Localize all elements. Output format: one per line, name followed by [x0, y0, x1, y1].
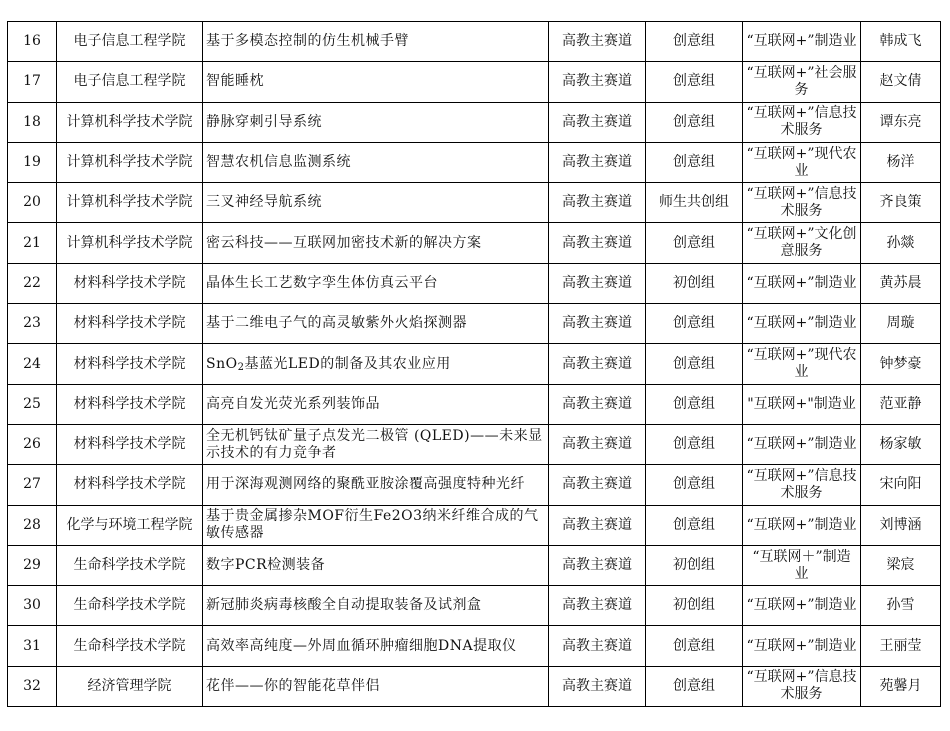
track-cell: 高教主赛道 — [549, 505, 646, 545]
leader-cell: 杨家敏 — [861, 424, 941, 464]
row-number: 20 — [8, 183, 57, 223]
project-name-cell: 晶体生长工艺数字孪生体仿真云平台 — [203, 263, 549, 303]
category-cell: “互联网+”制造业 — [743, 626, 861, 666]
leader-cell: 黄苏晨 — [861, 263, 941, 303]
project-name-cell: 基于二维电子气的高灵敏紫外火焰探测器 — [203, 304, 549, 344]
college-cell: 电子信息工程学院 — [57, 62, 203, 102]
category-cell: “互联网+”信息技术服务 — [743, 666, 861, 706]
track-cell: 高教主赛道 — [549, 344, 646, 384]
category-cell: “互联网+”制造业 — [743, 586, 861, 626]
table-row — [8, 424, 941, 464]
group-cell: 初创组 — [646, 545, 743, 585]
leader-cell: 梁宸 — [861, 545, 941, 585]
college-cell: 材料科学技术学院 — [57, 465, 203, 505]
project-name-cell — [203, 344, 549, 384]
group-cell: 创意组 — [646, 666, 743, 706]
leader-cell: 孙燚 — [861, 223, 941, 263]
table-row — [8, 666, 941, 706]
leader-cell: 周璇 — [861, 304, 941, 344]
group-cell: 创意组 — [646, 62, 743, 102]
table-row — [8, 304, 941, 344]
table-row — [8, 465, 941, 505]
group-cell: 创意组 — [646, 384, 743, 424]
project-name-cell: 基于贵金属掺杂MOF衍生Fe2O3纳米纤维合成的气敏传感器 — [203, 505, 549, 545]
category-cell: “互联网＋”制造业 — [743, 545, 861, 585]
college-cell: 生命科学技术学院 — [57, 626, 203, 666]
row-number: 21 — [8, 223, 57, 263]
row-number: 24 — [8, 344, 57, 384]
category-cell: “互联网+”社会服务 — [743, 62, 861, 102]
college-cell: 计算机科学技术学院 — [57, 102, 203, 142]
college-cell: 材料科学技术学院 — [57, 424, 203, 464]
category-cell: “互联网+”制造业 — [743, 505, 861, 545]
row-number: 16 — [8, 22, 57, 62]
leader-cell: 谭东亮 — [861, 102, 941, 142]
track-cell: 高教主赛道 — [549, 142, 646, 182]
table-row — [8, 586, 941, 626]
track-cell: 高教主赛道 — [549, 384, 646, 424]
track-cell: 高教主赛道 — [549, 62, 646, 102]
group-cell: 创意组 — [646, 424, 743, 464]
row-number: 27 — [8, 465, 57, 505]
table-body — [8, 22, 941, 707]
group-cell: 创意组 — [646, 102, 743, 142]
category-cell: “互联网+”现代农业 — [743, 142, 861, 182]
subscript: 2 — [237, 361, 245, 373]
college-cell: 材料科学技术学院 — [57, 344, 203, 384]
track-cell: 高教主赛道 — [549, 304, 646, 344]
project-name-cell: 全无机钙钛矿量子点发光二极管 (QLED)——未来显示技术的有力竞争者 — [203, 424, 549, 464]
group-cell: 创意组 — [646, 626, 743, 666]
track-cell: 高教主赛道 — [549, 666, 646, 706]
row-number: 19 — [8, 142, 57, 182]
table-row — [8, 22, 941, 62]
row-number: 28 — [8, 505, 57, 545]
college-cell: 经济管理学院 — [57, 666, 203, 706]
group-cell: 师生共创组 — [646, 183, 743, 223]
leader-cell: 刘博涵 — [861, 505, 941, 545]
row-number: 30 — [8, 586, 57, 626]
row-number: 29 — [8, 545, 57, 585]
row-number: 31 — [8, 626, 57, 666]
college-cell: 化学与环境工程学院 — [57, 505, 203, 545]
track-cell: 高教主赛道 — [549, 545, 646, 585]
track-cell: 高教主赛道 — [549, 102, 646, 142]
row-number: 25 — [8, 384, 57, 424]
category-cell: “互联网+”文化创意服务 — [743, 223, 861, 263]
table-row — [8, 102, 941, 142]
table-row — [8, 62, 941, 102]
project-name-cell: 用于深海观测网络的聚酰亚胺涂覆高强度特种光纤 — [203, 465, 549, 505]
category-cell: "互联网+"制造业 — [743, 384, 861, 424]
track-cell: 高教主赛道 — [549, 626, 646, 666]
table-row — [8, 505, 941, 545]
project-name-cell: 数字PCR检测装备 — [203, 545, 549, 585]
project-name-cell: 高亮自发光荧光系列装饰品 — [203, 384, 549, 424]
track-cell: 高教主赛道 — [549, 465, 646, 505]
row-number: 23 — [8, 304, 57, 344]
category-cell: “互联网+”制造业 — [743, 263, 861, 303]
project-name-cell: 基于多模态控制的仿生机械手臂 — [203, 22, 549, 62]
table-row — [8, 545, 941, 585]
leader-cell: 齐良策 — [861, 183, 941, 223]
row-number: 17 — [8, 62, 57, 102]
category-cell: “互联网+”信息技术服务 — [743, 465, 861, 505]
track-cell: 高教主赛道 — [549, 22, 646, 62]
table-row — [8, 142, 941, 182]
college-cell: 计算机科学技术学院 — [57, 142, 203, 182]
leader-cell: 王丽莹 — [861, 626, 941, 666]
table-row — [8, 626, 941, 666]
project-name-cell: 花伴——你的智能花草伴侣 — [203, 666, 549, 706]
leader-cell: 孙雪 — [861, 586, 941, 626]
project-name-part: 基蓝光LED的制备及其农业应用 — [244, 355, 451, 372]
college-cell: 材料科学技术学院 — [57, 304, 203, 344]
leader-cell: 钟梦豪 — [861, 344, 941, 384]
table-row — [8, 223, 941, 263]
row-number: 22 — [8, 263, 57, 303]
project-name-cell: 智能睡枕 — [203, 62, 549, 102]
group-cell: 创意组 — [646, 142, 743, 182]
leader-cell: 韩成飞 — [861, 22, 941, 62]
row-number: 26 — [8, 424, 57, 464]
leader-cell: 杨洋 — [861, 142, 941, 182]
projects-table — [7, 21, 941, 707]
college-cell: 材料科学技术学院 — [57, 263, 203, 303]
table-row — [8, 263, 941, 303]
table-row — [8, 384, 941, 424]
college-cell: 计算机科学技术学院 — [57, 183, 203, 223]
table-row — [8, 183, 941, 223]
project-name-cell: 智慧农机信息监测系统 — [203, 142, 549, 182]
college-cell: 计算机科学技术学院 — [57, 223, 203, 263]
group-cell: 创意组 — [646, 465, 743, 505]
leader-cell: 范亚静 — [861, 384, 941, 424]
track-cell: 高教主赛道 — [549, 183, 646, 223]
group-cell: 创意组 — [646, 22, 743, 62]
row-number: 32 — [8, 666, 57, 706]
category-cell: “互联网+”制造业 — [743, 424, 861, 464]
group-cell: 创意组 — [646, 344, 743, 384]
group-cell: 创意组 — [646, 505, 743, 545]
group-cell: 创意组 — [646, 223, 743, 263]
college-cell: 生命科学技术学院 — [57, 586, 203, 626]
project-name-cell: 高效率高纯度—外周血循环肿瘤细胞DNA提取仪 — [203, 626, 549, 666]
project-name-cell: 三叉神经导航系统 — [203, 183, 549, 223]
table-row — [8, 344, 941, 384]
track-cell: 高教主赛道 — [549, 424, 646, 464]
leader-cell: 苑馨月 — [861, 666, 941, 706]
track-cell: 高教主赛道 — [549, 223, 646, 263]
leader-cell: 宋向阳 — [861, 465, 941, 505]
category-cell: “互联网+”制造业 — [743, 304, 861, 344]
track-cell: 高教主赛道 — [549, 263, 646, 303]
row-number: 18 — [8, 102, 57, 142]
leader-cell: 赵文倩 — [861, 62, 941, 102]
project-name-part: SnO — [206, 355, 238, 372]
project-name-cell: 密云科技——互联网加密技术新的解决方案 — [203, 223, 549, 263]
category-cell: “互联网+”现代农业 — [743, 344, 861, 384]
category-cell: “互联网+”制造业 — [743, 22, 861, 62]
college-cell: 电子信息工程学院 — [57, 22, 203, 62]
college-cell: 材料科学技术学院 — [57, 384, 203, 424]
category-cell: “互联网+”信息技术服务 — [743, 183, 861, 223]
group-cell: 初创组 — [646, 263, 743, 303]
group-cell: 创意组 — [646, 304, 743, 344]
category-cell: “互联网+”信息技术服务 — [743, 102, 861, 142]
project-name-cell: 新冠肺炎病毒核酸全自动提取装备及试剂盒 — [203, 586, 549, 626]
track-cell: 高教主赛道 — [549, 586, 646, 626]
project-name-cell: 静脉穿刺引导系统 — [203, 102, 549, 142]
group-cell: 初创组 — [646, 586, 743, 626]
college-cell: 生命科学技术学院 — [57, 545, 203, 585]
